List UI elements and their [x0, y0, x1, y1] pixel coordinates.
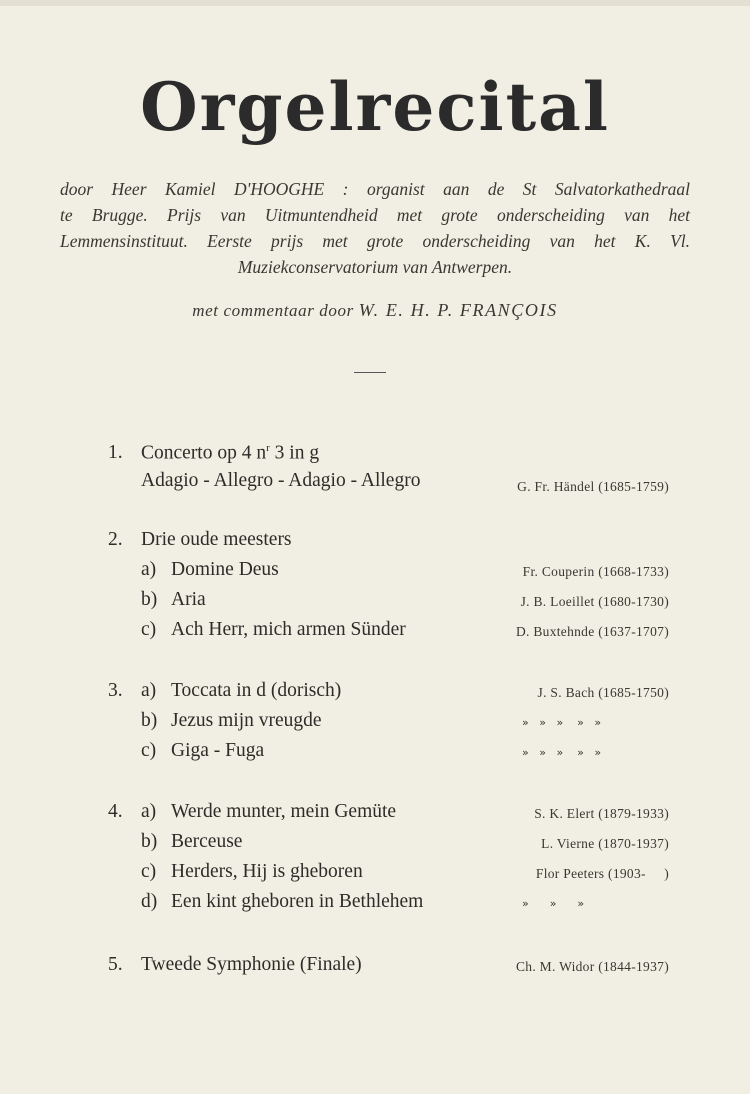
piece-title-text: Concerto op 4 n	[141, 442, 267, 464]
sub-label: b)	[141, 589, 158, 610]
program-item-4a	[0, 801, 750, 831]
program-item-2b	[0, 589, 750, 619]
program-item-2a	[0, 559, 750, 589]
piece-title: Ach Herr, mich armen Sünder	[171, 619, 406, 640]
piece-title: Tweede Symphonie (Finale)	[141, 954, 362, 975]
program-item-3a	[0, 680, 750, 710]
piece-title: Berceuse	[171, 831, 243, 852]
intro-line-4: Muziekconservatorium van Antwerpen.	[237, 257, 513, 277]
sub-label: a)	[141, 680, 157, 701]
ditto-marks: » » »	[522, 897, 585, 910]
piece-title	[141, 442, 319, 465]
program-item-1-movements	[0, 470, 750, 500]
page-title: Orgelrecital	[140, 68, 610, 146]
piece-title: Giga - Fuga	[171, 740, 265, 761]
composer: Flor Peeters (1903- )	[535, 866, 669, 881]
sub-label: a)	[141, 801, 157, 822]
piece-title: Een kint gheboren in Bethlehem	[171, 891, 424, 912]
piece-title-sup: r	[266, 442, 270, 454]
piece-title: Drie oude meesters	[141, 529, 292, 550]
piece-title: Jezus mijn vreugde	[171, 710, 322, 731]
ditto-marks: » » » » »	[522, 746, 602, 759]
piece-title: Aria	[171, 589, 206, 610]
piece-title-end: 3 in g	[269, 442, 320, 464]
piece-title: Domine Deus	[171, 559, 279, 580]
program-item-2	[0, 529, 750, 559]
item-number: 1.	[108, 442, 123, 463]
commentator-name: W. E. H. P. FRANÇOIS	[358, 300, 558, 320]
composer: Fr. Couperin (1668-1733)	[522, 564, 669, 579]
composer: G. Fr. Händel (1685-1759)	[517, 479, 669, 494]
intro-line-1: door Heer Kamiel D'HOOGHE : organist aan de St Salvatorkathedraal	[60, 179, 690, 199]
sub-label: a)	[141, 559, 157, 580]
piece-title: Toccata in d (dorisch)	[171, 680, 342, 701]
sub-label: b)	[141, 831, 158, 852]
item-number: 4.	[108, 801, 123, 822]
program-item-1	[0, 442, 750, 472]
program-item-4d	[0, 891, 750, 921]
program-item-5	[0, 954, 750, 984]
sub-label: c)	[141, 619, 157, 640]
composer: J. S. Bach (1685-1750)	[537, 685, 669, 700]
composer: L. Vierne (1870-1937)	[541, 836, 669, 851]
program-item-4c	[0, 861, 750, 891]
ditto-marks: » » » » »	[522, 716, 602, 729]
sub-label: b)	[141, 710, 158, 731]
commentary-prefix: met commentaar door	[192, 301, 354, 320]
program-item-3b	[0, 710, 750, 740]
piece-title: Werde munter, mein Gemüte	[171, 801, 397, 822]
piece-movements: Adagio - Allegro - Adagio - Allegro	[141, 470, 421, 491]
item-number: 3.	[108, 680, 123, 701]
intro-line-3: Lemmensinstituut. Eerste prijs met grote onderscheiding van het K. Vl.	[60, 231, 690, 251]
program-item-4b	[0, 831, 750, 861]
composer: D. Buxtehnde (1637-1707)	[515, 624, 669, 639]
item-number: 5.	[108, 954, 123, 975]
item-number: 2.	[108, 529, 123, 550]
piece-title: Herders, Hij is gheboren	[171, 861, 363, 882]
sub-label: c)	[141, 861, 157, 882]
sub-label: c)	[141, 740, 157, 761]
sub-label: d)	[141, 891, 158, 912]
program-item-3c	[0, 740, 750, 770]
program-item-2c	[0, 619, 750, 649]
intro-line-2: te Brugge. Prijs van Uitmuntendheid met grote onderscheiding van het	[60, 205, 690, 225]
composer: Ch. M. Widor (1844-1937)	[515, 959, 669, 974]
composer: J. B. Loeillet (1680-1730)	[520, 594, 669, 609]
composer: S. K. Elert (1879-1933)	[534, 806, 669, 821]
